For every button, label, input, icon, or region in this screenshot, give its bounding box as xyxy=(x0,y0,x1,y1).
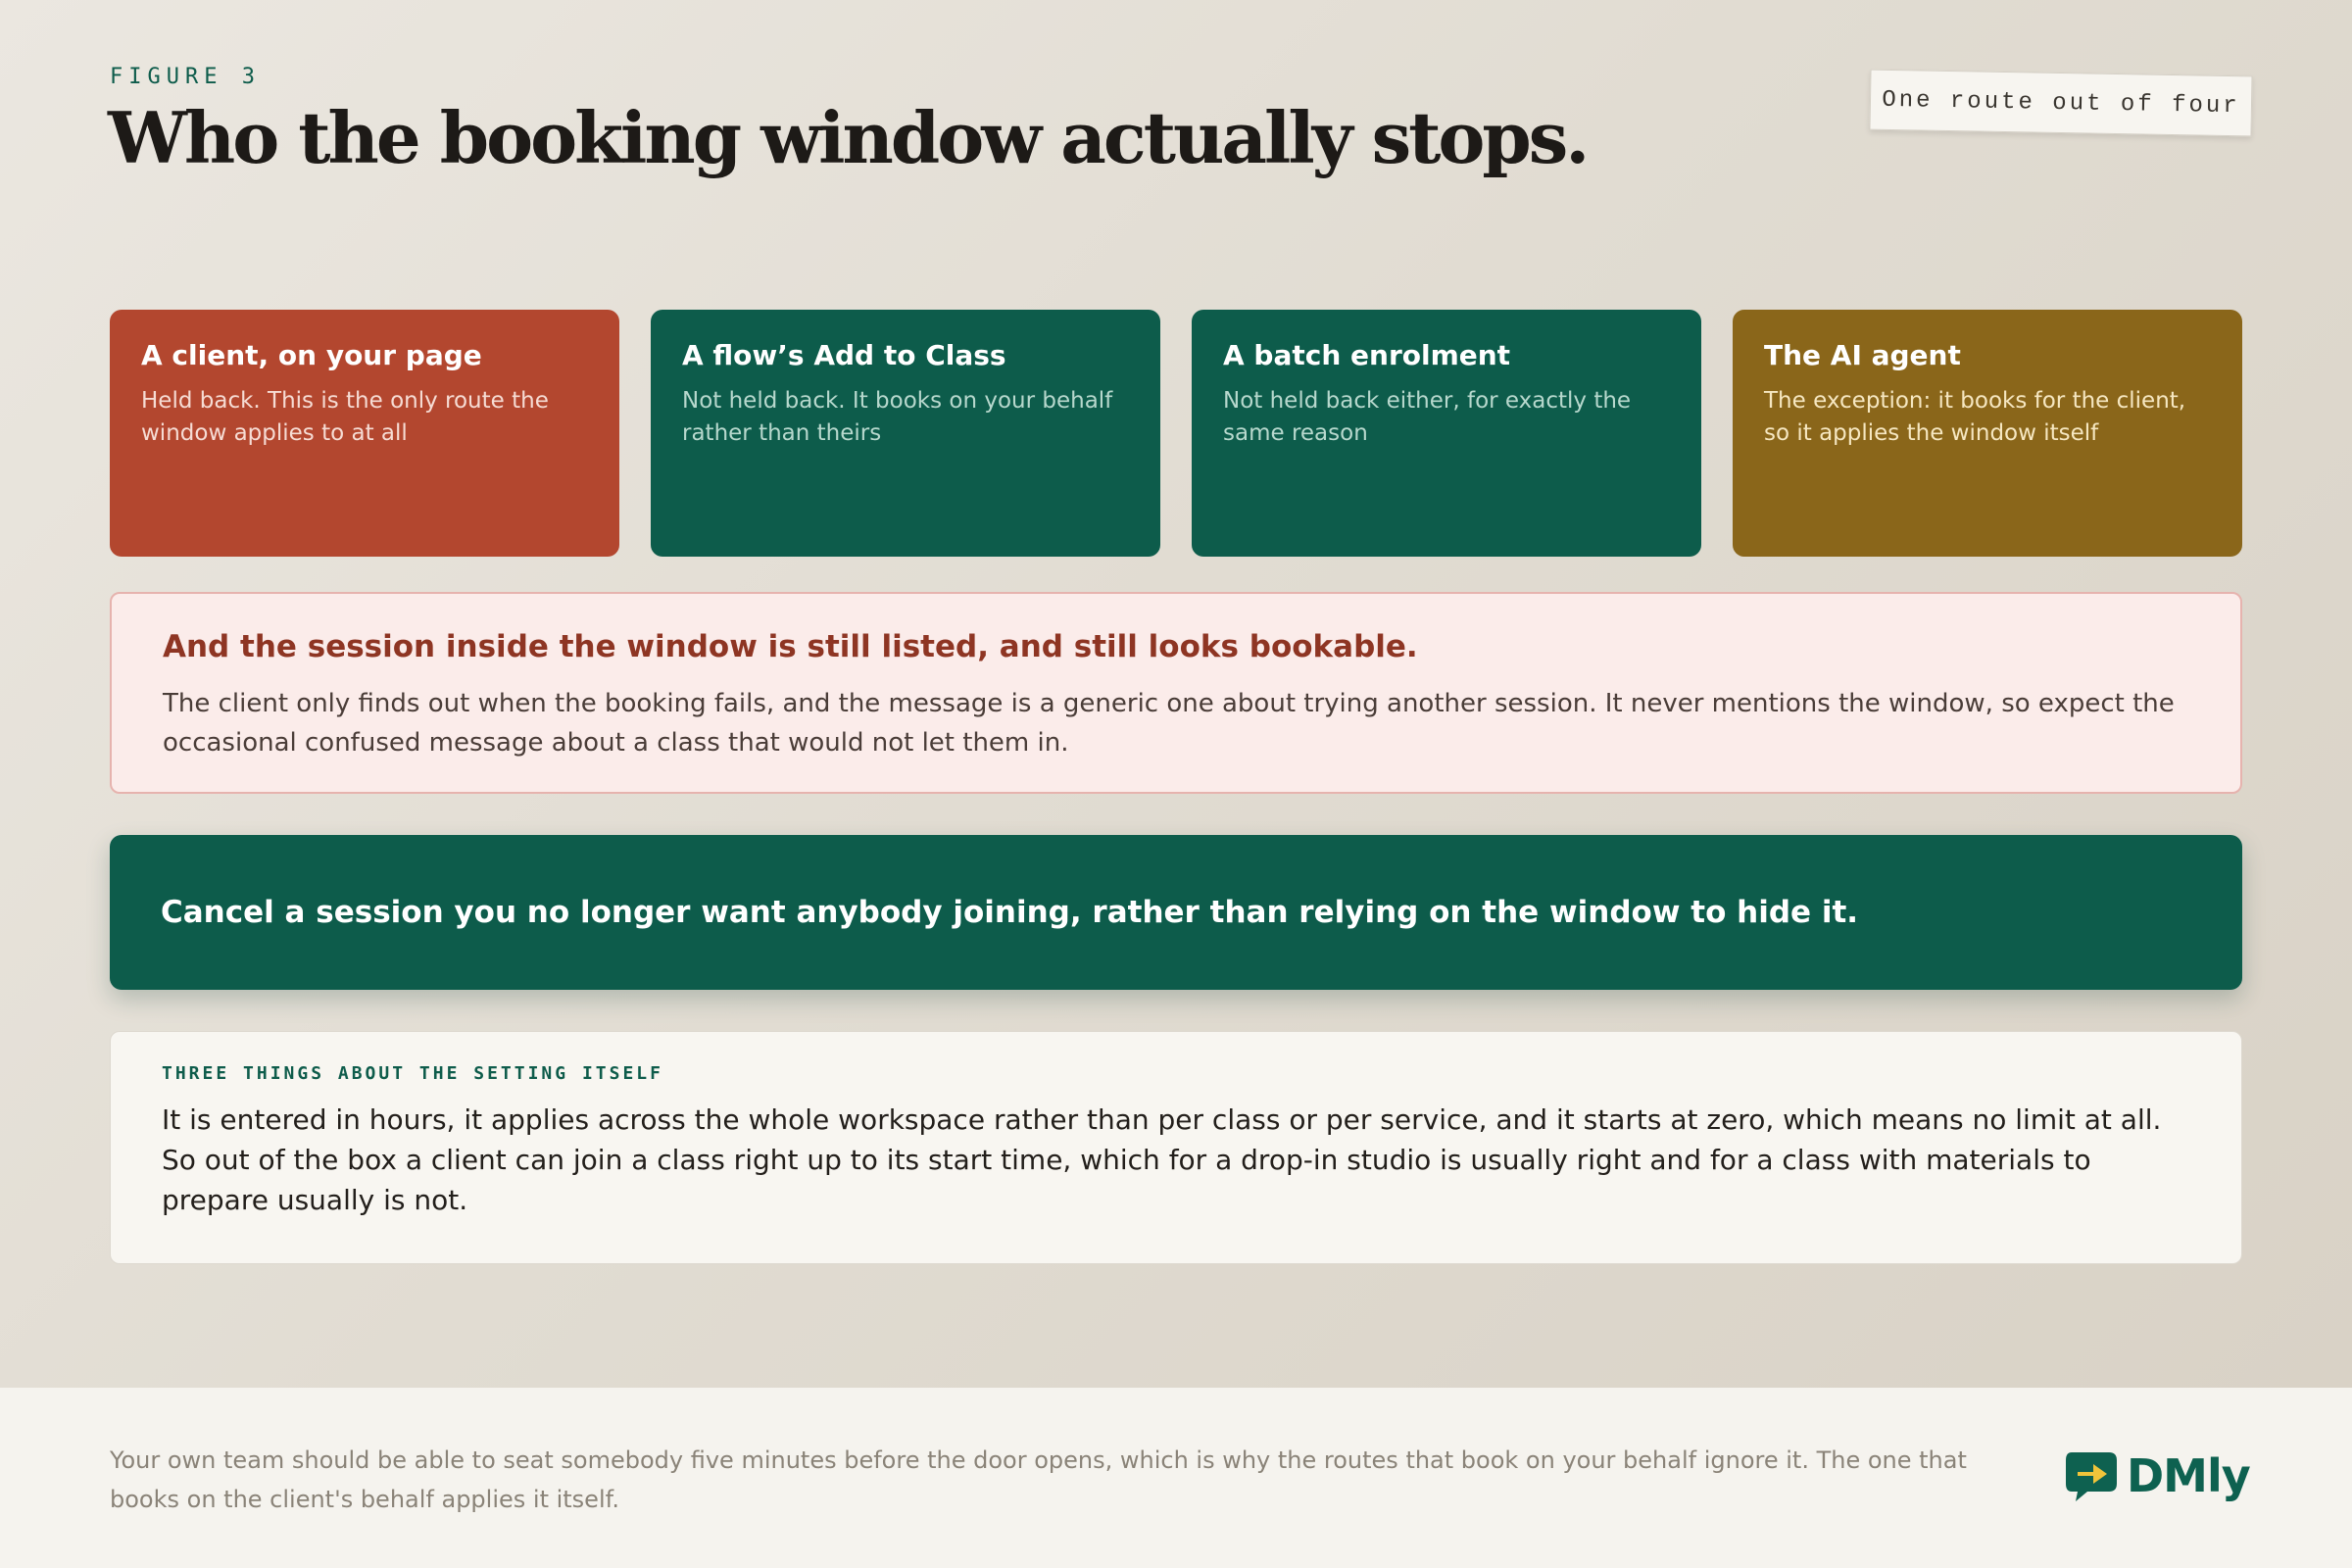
route-card-title: A flow’s Add to Class xyxy=(682,339,1006,371)
footer-text: Your own team should be able to seat somebody five minutes before the door opens, which is why the routes that book on your behalf ignore it. The one that books on the client's behalf applies it itself. xyxy=(110,1446,1967,1513)
action-banner: Cancel a session you no longer want anybody joining, rather than relying on the window to hide it. xyxy=(110,835,2242,990)
route-card-text: Not held back either, for exactly the same reason xyxy=(1223,388,1632,446)
page-title: Who the booking window actually stops. xyxy=(108,96,1588,179)
route-count-tag: One route out of four xyxy=(1869,70,2252,137)
warning-text: The client only finds out when the booking fails, and the message is a generic one about trying another session. It never mentions the window, so expect the occasional confused message about a class that would not let them in. xyxy=(163,689,2175,758)
figure-label: FIGURE 3 xyxy=(110,65,261,89)
route-card-title: The AI agent xyxy=(1764,339,1961,371)
route-card-text: Not held back. It books on your behalf rather than theirs xyxy=(682,388,1113,446)
setting-notes-panel xyxy=(110,1031,2242,1264)
warning-callout xyxy=(110,592,2242,794)
route-card-flow-add-to-class xyxy=(651,310,1160,557)
chat-arrow-logo-icon xyxy=(2064,1448,2121,1503)
route-card-text: The exception: it books for the client, so it applies the window itself xyxy=(1764,388,2186,446)
footer xyxy=(0,1388,2352,1568)
route-card-ai-agent xyxy=(1733,310,2242,557)
route-card-text: Held back. This is the only route the window applies to at all xyxy=(141,388,549,446)
route-card-title: A batch enrolment xyxy=(1223,339,1511,371)
notes-text: It is entered in hours, it applies across the whole workspace rather than per class or per service, and it starts at zero, which means no limit at all. So out of the box a client can join a class right up to its start time, which for a drop-in studio is usually right and for a class with materials to prepare usually is not. xyxy=(162,1103,2162,1216)
route-card-title: A client, on your page xyxy=(141,339,482,371)
brand-name: DMly xyxy=(2127,1449,2250,1502)
notes-label: THREE THINGS ABOUT THE SETTING ITSELF xyxy=(162,1063,663,1084)
warning-title: And the session inside the window is still listed, and still looks bookable. xyxy=(163,629,1418,664)
route-card-client-page xyxy=(110,310,619,557)
brand-logo xyxy=(2064,1448,2250,1503)
route-card-batch-enrolment xyxy=(1192,310,1701,557)
